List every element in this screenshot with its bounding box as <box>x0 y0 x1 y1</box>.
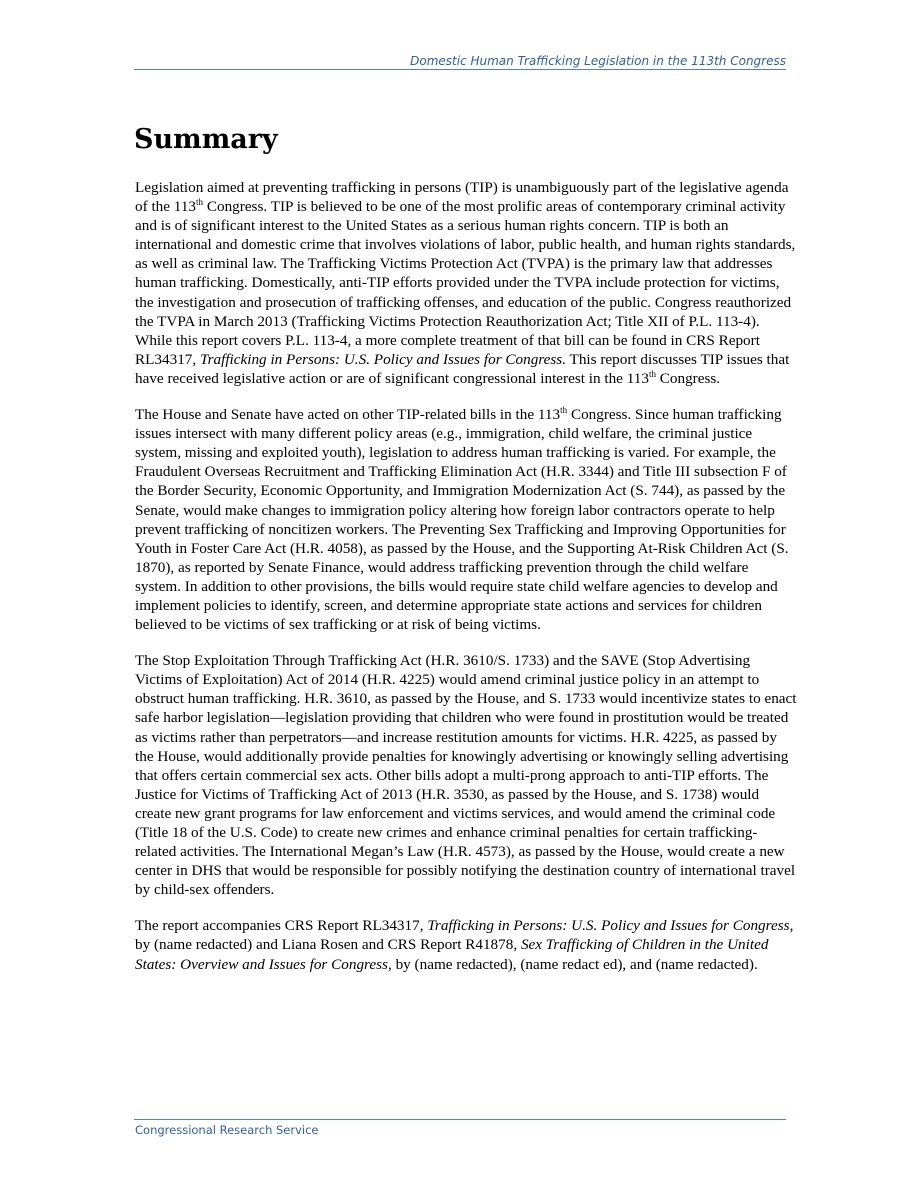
summary-paragraph-3: The Stop Exploitation Through Trafficking Act (H.R. 3610/S. 1733) and the SAVE (Stop Advertising Victims of Exploitation) Act of 2014 (H.R. 4225) would amend criminal justice policy in an attempt to obstruct human trafficking. H.R. 3610, as passed by the House, and S. 1733 would incentivize states to enact safe harbor legislation—legislation providing that children who were found in prostitution would be treated as victims rather than perpetrators—and increase restitution amounts for victims. H.R. 4225, as passed by the House, would additionally provide penalties for knowingly advertising or knowingly selling advertising that offers certain commercial sex acts. Other bills adopt a multi-prong approach to anti-TIP efforts. The Justice for Victims of Trafficking Act of 2013 (H.R. 3530, as passed by the House, and S. 1738) would create new grant programs for law enforcement and victims services, and would amend the criminal code (Title 18 of the U.S. Code) to create new crimes and enhance criminal penalties for certain trafficking-related activities. The International Megan’s Law (H.R. 4573), as passed by the House, would create a new center in DHS that would be responsible for possibly notifying the destination country of international travel by child-sex offenders. <box>135 652 797 899</box>
summary-paragraph-2 <box>135 405 797 634</box>
report-title: Trafficking in Persons: U.S. Policy and Issues for Congress <box>427 917 790 935</box>
text-run: , by (name redacted) and Liana Rosen and CRS Report R41878, <box>135 917 794 954</box>
ordinal-suffix: th <box>648 368 656 379</box>
summary-paragraph-4 <box>135 916 797 973</box>
footer-divider <box>134 1119 786 1120</box>
header-divider <box>134 69 786 70</box>
summary-body <box>135 178 797 991</box>
ordinal-suffix: th <box>196 197 204 208</box>
report-title: Sex Trafficking of Children in the United States: Overview and Issues for Congress <box>135 936 769 973</box>
footer-organization: Congressional Research Service <box>135 1123 319 1137</box>
text-run: The report accompanies CRS Report RL34317, <box>135 917 428 935</box>
report-title: Trafficking in Persons: U.S. Policy and Issues for Congress. <box>199 350 567 368</box>
text-run: Legislation aimed at preventing trafficking in persons (TIP) is unambiguously part of the legislative agenda of the 113 <box>135 179 789 216</box>
text-run: Congress. Since human trafficking issues intersect with many different policy areas (e.g., immigration, child welfare, the criminal justice system, missing and exploited youth), legislation to address human trafficking is varied. For example, the Fraudulent Overseas Recruitment and Trafficking Elimination Act (H.R. 3344) and Title III subsection F of the Border Security, Economic Opportunity, and Immigration Modernization Act (S. 744), as passed by the Senate, would make changes to immigration policy altering how foreign labor contractors operate to help prevent trafficking of noncitizen workers. The Preventing Sex Trafficking and Improving Opportunities for Youth in Foster Care Act (H.R. 4058), as passed by the House, and the Supporting At-Risk Children Act (S. 1870), as reported by Senate Finance, would address trafficking prevention through the child welfare system. In addition to other provisions, the bills would require state child welfare agencies to develop and implement policies to identify, screen, and determine appropriate state actions and services for children believed to be victims of sex trafficking or at risk of being victims. <box>135 406 789 634</box>
text-run: Congress. TIP is believed to be one of the most prolific areas of contemporary criminal activity and is of significant interest to the United States as a serious human rights concern. TIP is both an international and domestic crime that involves violations of labor, public health, and human rights standards, as well as criminal law. The Trafficking Victims Protection Act (TVPA) is the primary law that addresses human trafficking. Domestically, anti-TIP efforts provided under the TVPA include protection for victims, the investigation and prosecution of trafficking offenses, and education of the public. Congress reauthorized the TVPA in March 2013 (Trafficking Victims Protection Reauthorization Act; Title XII of P.L. 113-4). While this report covers P.L. 113-4, a more complete treatment of that bill can be found in CRS Report RL34317, <box>135 198 796 368</box>
page-title: Summary <box>134 124 278 155</box>
text-run: , by (name redacted), (name redact ed), and (name redacted). <box>387 955 758 973</box>
summary-paragraph-1 <box>135 178 797 388</box>
text-run: Congress. <box>655 369 721 387</box>
text-run: This report discusses TIP issues that have received legislative action or are of significant congressional interest in the 113 <box>135 350 790 387</box>
ordinal-suffix: th <box>560 405 568 416</box>
text-run: The House and Senate have acted on other TIP-related bills in the 113 <box>135 406 561 424</box>
running-header-title: Domestic Human Trafficking Legislation in the 113th Congress <box>410 54 786 68</box>
